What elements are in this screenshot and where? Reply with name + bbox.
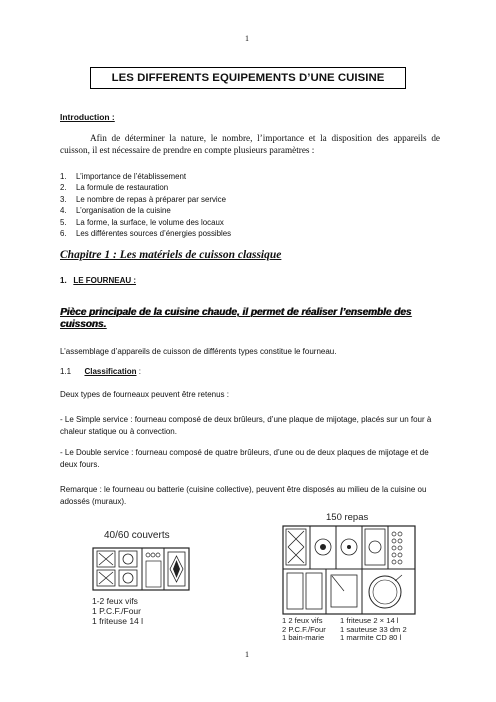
section-title: LE FOURNEAU : <box>73 276 137 285</box>
classification-heading: 1.1 Classification : <box>60 367 141 376</box>
section-heading <box>60 276 136 285</box>
factors-list <box>60 171 231 239</box>
introduction-paragraph: Afin de déterminer la nature, le nombre, l’importance et la disposition des appareils de cuisson, il est nécessaire de prendre en compte plusieurs paramètres : <box>60 133 440 155</box>
types-intro: Deux types de fourneaux peuvent être retenus : <box>60 390 229 399</box>
classification-number: 1.1 <box>60 367 72 376</box>
simple-service-paragraph: - Le Simple service : fourneau composé de deux brûleurs, d’une plaque de mijotage, placés sur un four à chaleur statique ou à convection. <box>60 415 432 436</box>
page-number-bottom: 1 <box>245 650 249 659</box>
figure-small-caption: 40/60 couverts <box>104 530 170 541</box>
introduction-heading: Introduction : <box>60 112 115 122</box>
figure-large-legend-left: 1 2 feux vifs 2 P.C.F./Four 1 bain-marie <box>282 616 326 643</box>
list-item: 2. La formule de restauration <box>60 183 169 193</box>
page-number-top: 1 <box>245 34 249 43</box>
figure-small <box>86 530 196 632</box>
stove-diagram-large <box>282 525 416 615</box>
classification-title: Classification <box>84 367 137 376</box>
list-item: 1. L’importance de l’établissement <box>60 172 187 181</box>
list-item: 5. La forme, la surface, le volume des locaux <box>60 217 224 227</box>
remarque-paragraph: Remarque : le fourneau ou batterie (cuisine collective), peuvent être disposés au milieu de la cuisine ou adossés (muraux). <box>60 485 427 506</box>
list-item: 3. Le nombre de repas à préparer par service <box>60 194 227 204</box>
figure-large <box>280 512 420 642</box>
assemblage-paragraph: L’assemblage d’appareils de cuisson de différents types constitue le fourneau. <box>60 347 337 356</box>
double-service-paragraph: - Le Double service : fourneau composé de quatre brûleurs, d’une ou de deux plaques de mijotage et de deux fours. <box>60 448 429 469</box>
figure-large-caption: 150 repas <box>326 512 369 523</box>
figure-large-legend-right: 1 friteuse 2 × 14 l 1 sauteuse 33 dm 2 1 marmite CD 80 l <box>340 616 407 643</box>
section-number: 1. <box>60 276 67 285</box>
list-item: 6. Les différentes sources d’énergies possibles <box>60 229 232 239</box>
figure-small-legend: 1-2 feux vifs 1 P.C.F./Four 1 friteuse 14 l <box>92 596 144 626</box>
highlight-statement: Pièce principale de la cuisine chaude, il permet de réaliser l’ensemble des cuissons. <box>60 307 412 330</box>
stove-diagram-small <box>92 547 190 591</box>
chapter-heading: Chapitre 1 : Les matériels de cuisson classique <box>60 249 282 261</box>
page-title: LES DIFFERENTS EQUIPEMENTS D’UNE CUISINE <box>90 67 406 89</box>
list-item: 4. L’organisation de la cuisine <box>60 206 171 216</box>
